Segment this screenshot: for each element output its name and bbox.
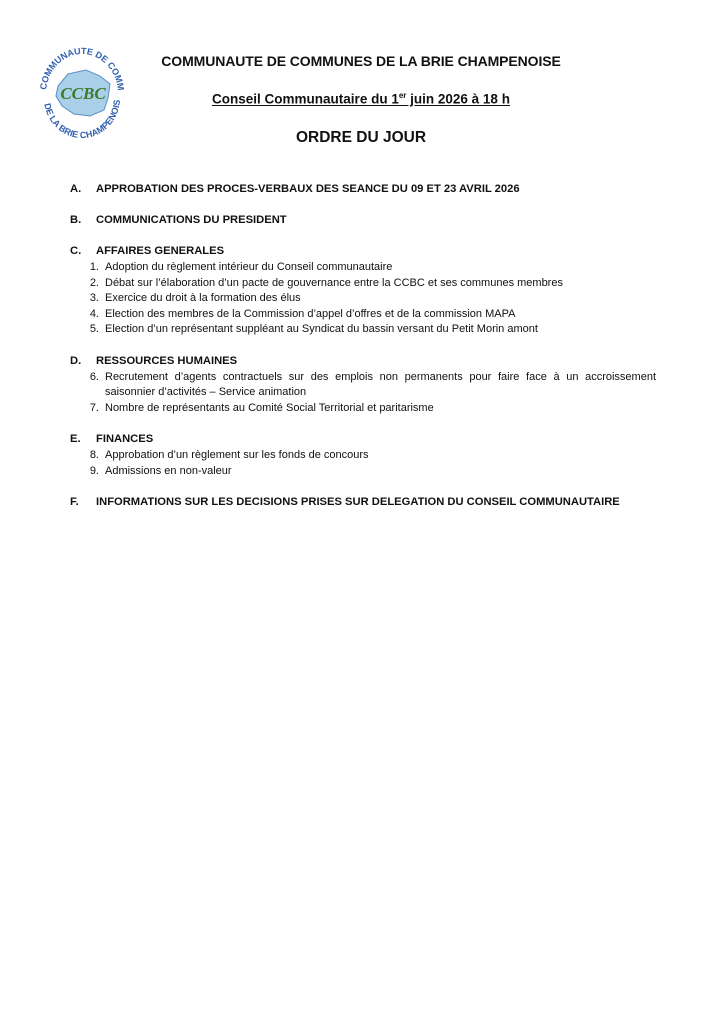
- agenda-item: [70, 448, 656, 464]
- item-text: Adoption du règlement intérieur du Conseil communautaire: [105, 261, 393, 273]
- agenda-item: [70, 291, 656, 307]
- logo-center-text: CCBC: [60, 84, 106, 103]
- agenda-section: [70, 431, 656, 479]
- section-title: RESSOURCES HUMAINES: [96, 354, 238, 367]
- section-letter: C.: [70, 245, 82, 257]
- section-heading: [70, 181, 656, 197]
- item-text: Election des membres de la Commission d’appel d’offres et de la commission MAPA: [105, 307, 516, 320]
- item-text: Admissions en non-valeur: [105, 464, 232, 477]
- agenda-item: [70, 276, 656, 292]
- agenda-section: [70, 243, 656, 338]
- section-items: [70, 448, 656, 479]
- agenda-item: [70, 401, 656, 417]
- ccbc-logo: [34, 40, 130, 144]
- ccbc-seal-icon: [34, 40, 130, 144]
- item-number: 9.: [89, 464, 99, 477]
- item-number: 5.: [89, 323, 99, 335]
- section-heading: [70, 494, 656, 510]
- item-number: 2.: [89, 276, 99, 289]
- section-letter: B.: [70, 214, 82, 226]
- agenda-section: [70, 353, 656, 417]
- section-letter: F.: [70, 496, 79, 508]
- agenda-item: [70, 322, 656, 338]
- item-number: 8.: [89, 449, 99, 461]
- section-letter: E.: [70, 433, 81, 445]
- agenda-list: [70, 181, 656, 525]
- section-heading: [70, 431, 656, 447]
- item-text: Débat sur l’élaboration d’un pacte de gouvernance entre la CCBC et ses communes membres: [105, 276, 563, 289]
- section-title: COMMUNICATIONS DU PRESIDENT: [96, 214, 287, 226]
- agenda-section: [70, 494, 656, 510]
- section-title: FINANCES: [96, 433, 154, 445]
- section-heading: [70, 212, 656, 228]
- section-letter: A.: [70, 183, 82, 195]
- section-heading: [70, 243, 656, 259]
- agenda-title: ORDRE DU JOUR: [295, 129, 427, 146]
- logo-ring-bottom: DE LA BRIE CHAMPENOIS: [42, 99, 123, 141]
- section-title: APPROBATION DES PROCES-VERBAUX DES SEANCE DU 09 ET 23 AVRIL 2026: [96, 183, 520, 195]
- logo-ring-top: COMMUNAUTE DE COMM: [38, 45, 126, 92]
- organization-title: COMMUNAUTE DE COMMUNES DE LA BRIE CHAMPENOISE: [161, 53, 561, 69]
- meeting-subtitle: Conseil Communautaire du 1er juin 2026 à 18 h: [212, 91, 510, 107]
- agenda-item: [70, 260, 656, 276]
- agenda-section: [70, 212, 656, 228]
- section-items: [70, 260, 656, 338]
- section-title: INFORMATIONS SUR LES DECISIONS PRISES SUR DELEGATION DU CONSEIL COMMUNAUTAIRE: [96, 496, 620, 508]
- item-text: Nombre de représentants au Comité Social Territorial et paritarisme: [105, 401, 434, 414]
- item-text: Election d’un représentant suppléant au Syndicat du bassin versant du Petit Morin amont: [105, 323, 538, 335]
- item-text: Approbation d’un règlement sur les fonds de concours: [105, 449, 369, 461]
- section-items: [70, 370, 656, 417]
- item-text: Recrutement d’agents contractuels sur des emplois non permanents pour faire face à un accroissement saisonnier d’activités – Service animation: [105, 370, 656, 398]
- item-number: 4.: [89, 307, 99, 320]
- item-number: 7.: [89, 401, 99, 414]
- section-heading: [70, 353, 656, 369]
- item-number: 1.: [89, 261, 99, 273]
- item-number: 6.: [89, 370, 99, 383]
- item-text: Exercice du droit à la formation des élus: [105, 292, 301, 304]
- section-letter: D.: [70, 354, 82, 367]
- agenda-item: [70, 370, 656, 401]
- agenda-item: [70, 464, 656, 480]
- agenda-section: [70, 181, 656, 197]
- section-title: AFFAIRES GENERALES: [96, 245, 225, 257]
- item-number: 3.: [89, 292, 99, 304]
- agenda-item: [70, 307, 656, 323]
